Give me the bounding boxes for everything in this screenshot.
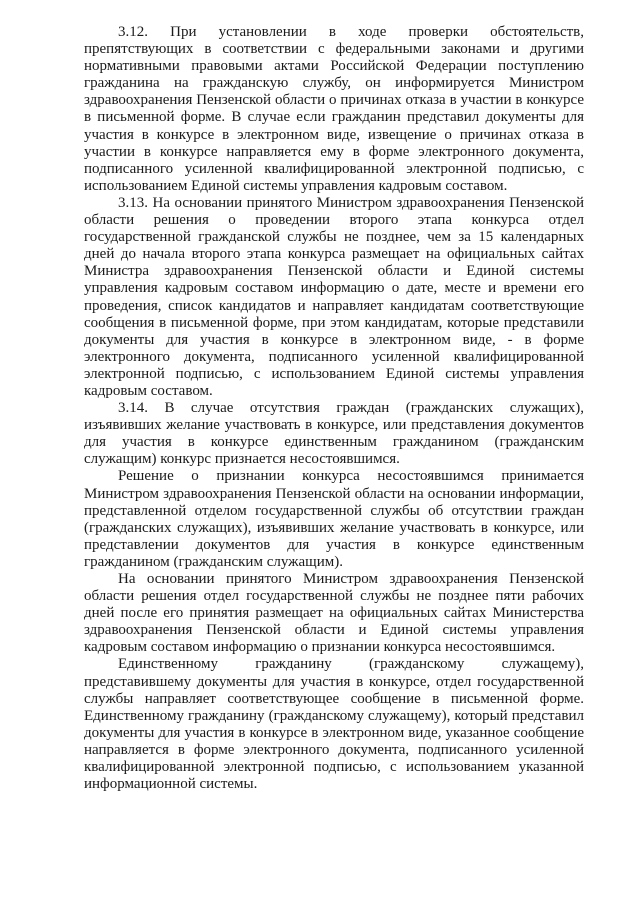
- paragraph-decision: Решение о признании конкурса несостоявшимся принимается Министром здравоохранения Пензенской области на основании информации, представленной отделом государственной службы об отсутствии граждан (гражданских служащих), изъявивших желание участвовать в конкурсе, или представлении документов для участия в конкурсе единственным гражданином (гражданским служащим).: [84, 468, 584, 570]
- paragraph-3-14: 3.14. В случае отсутствия граждан (гражданских служащих), изъявивших желание участвовать в конкурсе, или представления документов для участия в конкурсе единственным гражданином (гражданским служащим) конкурс признается несостоявшимся.: [84, 400, 584, 468]
- paragraph-3-12: 3.12. При установлении в ходе проверки обстоятельств, препятствующих в соответствии с федеральными законами и другими нормативными правовыми актами Российской Федерации поступлению гражданина на гражданскую службу, он информируется Министром здравоохранения Пензенской области о причинах отказа в участии в конкурсе в письменной форме. В случае если гражданин представил документы для участия в конкурсе в электронном виде, извещение о причинах отказа в участии в конкурсе направляется ему в форме электронного документа, подписанного усиленной квалифицированной электронной подписью, с использованием Единой системы управления кадровым составом.: [84, 24, 584, 194]
- paragraph-notification: Единственному гражданину (гражданскому служащему), представившему документы для участия в конкурсе, отдел государственной службы направляет соответствующее сообщение в письменной форме. Единственному гражданину (гражданскому служащему), который представил документы для участия в конкурсе в электронном виде, указанное сообщение направляется в форме электронного документа, подписанного усиленной квалифицированной электронной подписью, с использованием указанной информационной системы.: [84, 656, 584, 793]
- paragraph-publication: На основании принятого Министром здравоохранения Пензенской области решения отдел государственной службы не позднее пяти рабочих дней после его принятия размещает на официальных сайтах Министерства здравоохранения Пензенской области и Единой системы управления кадровым составом информацию о признании конкурса несостоявшимся.: [84, 571, 584, 656]
- paragraph-3-13: 3.13. На основании принятого Министром здравоохранения Пензенской области решения о проведении второго этапа конкурса отдел государственной гражданской службы не позднее, чем за 15 календарных дней до начала второго этапа конкурса размещает на официальных сайтах Министра здравоохранения Пензенской области и Единой системы управления кадровым составом информацию о дате, месте и времени его проведения, список кандидатов и направляет кандидатам соответствующие сообщения в письменной форме, при этом кандидатам, которые представили документы для участия в конкурсе в электронном виде, - в форме электронного документа, подписанного усиленной квалифицированной электронной подписью, с использованием Единой системы управления кадровым составом.: [84, 194, 584, 399]
- document-page: [84, 24, 584, 793]
